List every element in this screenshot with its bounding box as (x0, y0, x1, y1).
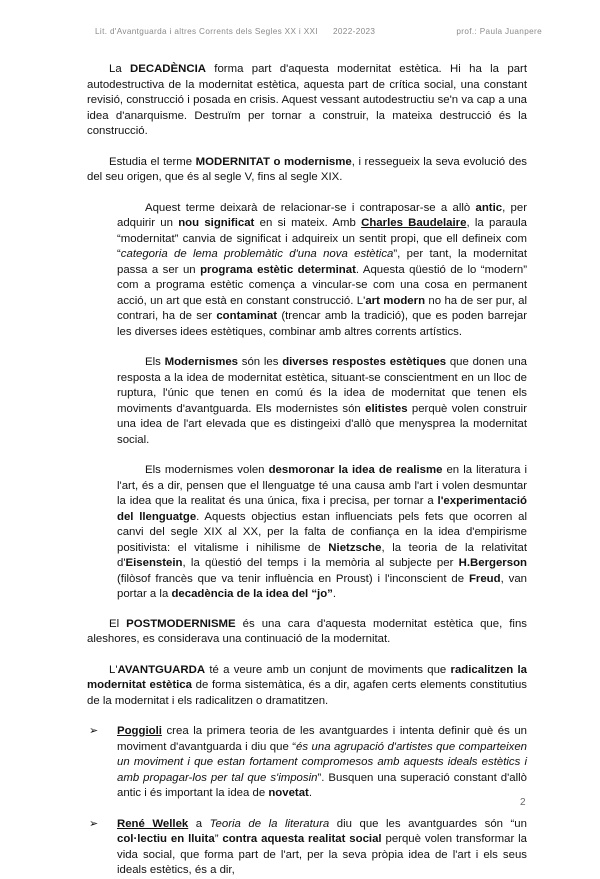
paragraph-realisme: Els modernismes volen desmoronar la idea de realisme en la literatura i l'art, és a dir, pensen que el llenguatge té una causa amb l'art i volen desmuntar la idea que la realitat és una única, fixa i precisa, per tornar a l'experimentació del llenguatge. Aquests objectius estan influenciats pels fets que ocorren al canvi del segle XIX al XX, per la falta de confiança en la idea d'empirisme positivista: el vitalisme i nihilisme de Nietzsche, la teoria de la relativitat d'Eisenstein, la qüestió del temps i la memòria al subjecte per H.Bergerson (filòsof francès que va tenir influència en Proust) i l'inconscient de Freud, van portar a la decadència de la idea del “jo”. (117, 464, 527, 600)
header-title: Lit. d'Avantguarda i altres Corrents dels Segles XX i XXI (95, 27, 318, 36)
paragraph-modernismes: Els Modernismes són les diverses respostes estètiques que donen una resposta a la idea de modernitat estètica, situant-se conscientment en un lloc de ruptura, l'únic que tenen en comú és la idea de modernitat que tenen els moviments d'avantguarda. Els modernistes són elitistes perquè volen construir una idea de l'art elevada que es distingeixi d'allò que menysprea la modernitat social. (117, 356, 528, 446)
arrow-bullet-icon: ➢ (89, 817, 99, 830)
bullet-poggioli: ➢ Poggioli crea la primera teoria de les avantguardes i intenta definir què és un moviment d'avantguarda i diu que “és una agrupació d'artistes que comparteixen un moviment i que estan fortament compromesos amb aquests ideals estètics i amb propagar-los per tal que s'imposin”. Busquen una superació constant d'allò antic i és important la idea de novetat. (89, 725, 527, 799)
bullet-wellek: ➢ René Wellek a Teoria de la literatura diu que les avantguardes són “un col·lectiu en lluita” contra aquesta realitat social perquè volen transformar la vida social, que forma part de l'art, per la seva pròpia idea de l'art i els seus ideals estètics, és a dir, (89, 817, 528, 876)
header-year: 2022-2023 (333, 27, 376, 36)
paragraph-postmodernisme: El POSTMODERNISME és una cara d'aquesta modernitat estètica que, fins aleshores, es considerava una continuació de la modernitat. (87, 617, 527, 645)
paragraph-decadencia: La DECADÈNCIA forma part d'aquesta modernitat estètica. Hi ha la part autodestructiva de la modernitat estètica, aquesta part de crítica social, una constant revisió, construcció i posada en crisis. Aquest vessant autodestructiu se'n va cap a una idea d'anarquisme. Destruïm per tornar a construir, la mateixa destrucció és la construcció. (87, 63, 527, 137)
paragraph-modernitat: Estudia el terme MODERNITAT o modernisme, i ressegueix la seva evolució des del seu origen, que és al segle V, fins al segle XIX. (87, 155, 527, 183)
paragraph-avantguarda: L'AVANTGUARDA té a veure amb un conjunt de moviments que radicalitzen la modernitat estètica de forma sistemàtica, és a dir, agafen certs elements constitutius de la modernitat i els radicalitzen o dramatitzen. (87, 663, 527, 707)
page-number: 2 (520, 797, 526, 808)
header-teacher: prof.: Paula Juanpere (456, 27, 542, 36)
arrow-bullet-icon: ➢ (89, 725, 99, 737)
page-header (95, 27, 542, 39)
page-body (87, 62, 527, 879)
paragraph-baudelaire: Aquest terme deixarà de relacionar-se i contraposar-se a allò antic, per adquirir un nou significat en si mateix. Amb Charles Baudelaire, la paraula “modernitat” canvia de significat i adquireix un sentit propi, que ell defineix com “categoria de lema problemàtic d'una nova estètica”, per tant, la modernitat passa a ser un programa estètic determinat. Aquesta qüestió de lo “modern” com a programa estètic comença a vincular-se com una cosa en permanent acció, un art que està en constant construcció. L'art modern no ha de ser pur, al contrari, ha de ser contaminat (trencar amb la tradició), que es poden barrejar les diverses idees estètiques, combinar amb altres corrents artístics. (117, 201, 528, 338)
